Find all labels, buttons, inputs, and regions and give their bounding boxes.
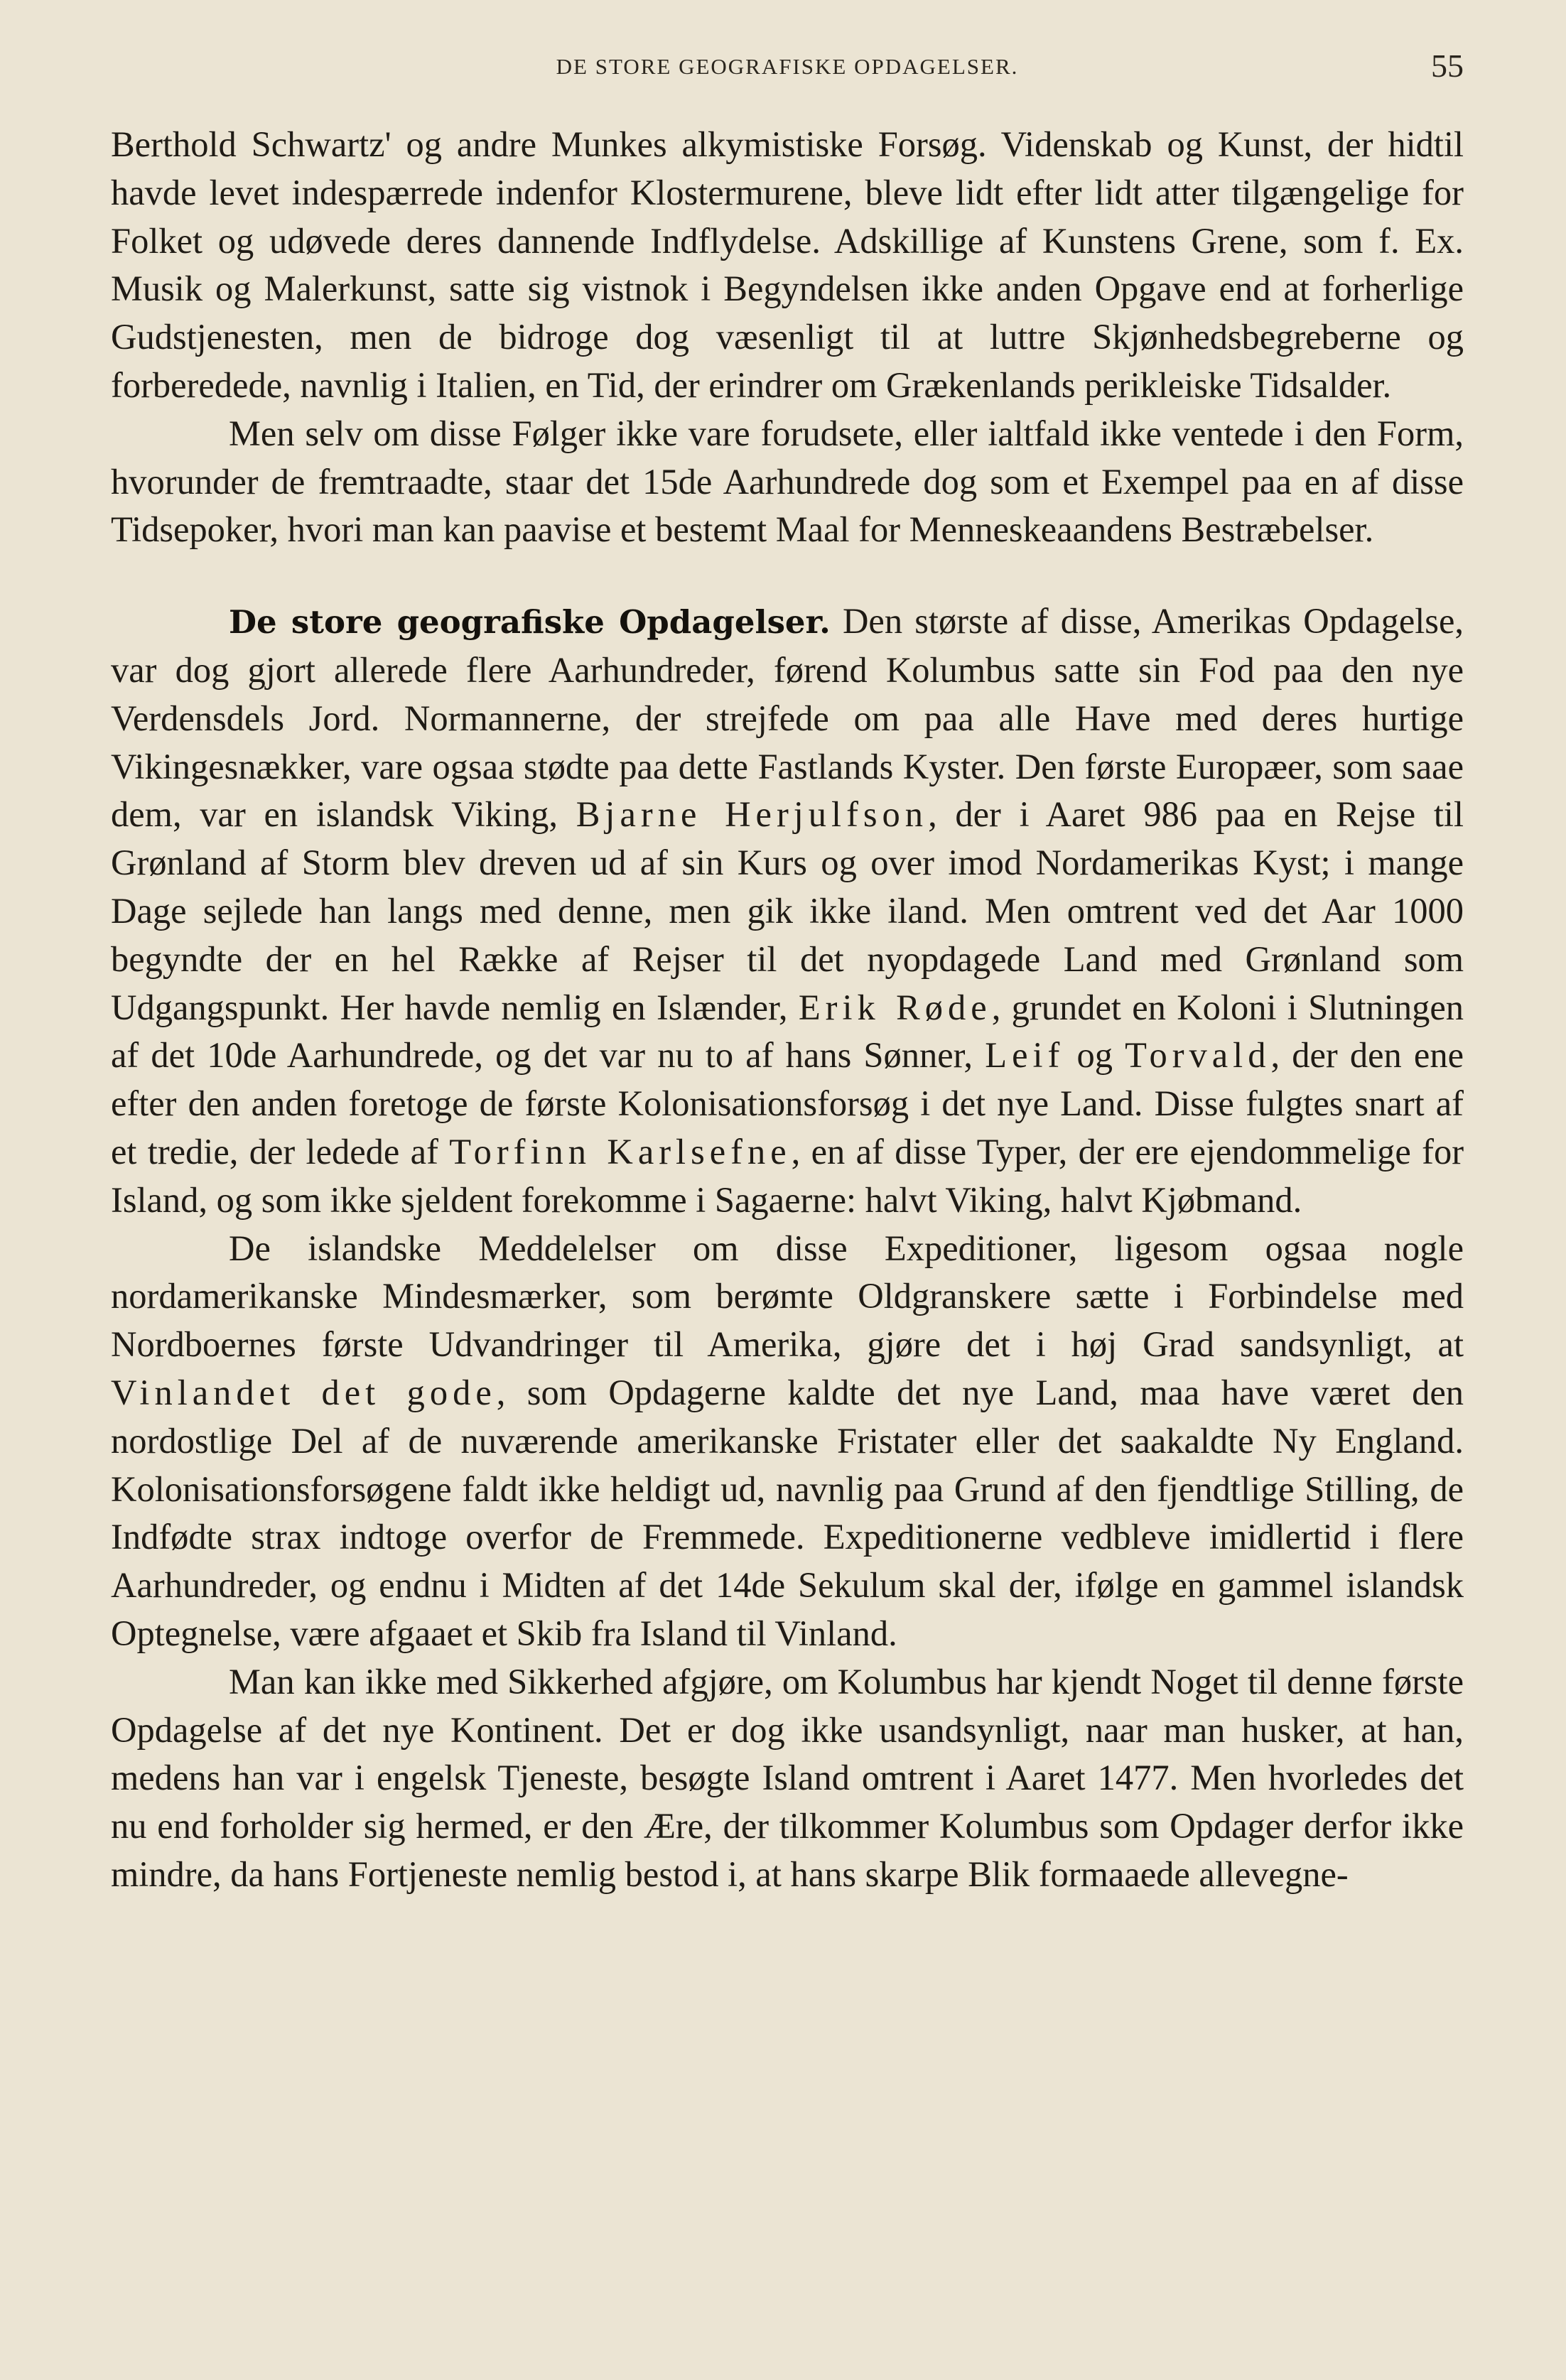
person-name: Leif <box>985 1035 1065 1076</box>
paragraph-text: , der i Aaret 986 paa en Rejse til Grønland af Storm blev dreven ud af sin Kurs og over imod Nordamerikas Kyst; i mange Dage sejlede han langs med denne, men gik ikke iland. Men omtrent ved det Aar 1000 begyndte der en hel Række af Rejser til det nyopdagede Land med Grønland som Udgangspunkt. Her havde nemlig en Islænder, <box>111 794 1464 1027</box>
running-head: DE STORE GEOGRAFISKE OPDAGELSER. <box>556 54 1019 79</box>
place-name: Vinlandet det gode <box>111 1372 497 1412</box>
section-paragraph-opdagelser <box>111 597 1464 1224</box>
paragraph-text: , en af disse Typer, der ere ejendommelige for Island, og som ikke sjeldent forekomme i Sagaerne: halvt Viking, halvt Kjøbmand. <box>111 1131 1464 1220</box>
paragraph-text: , der den ene efter den anden foretoge de første Kolonisationsforsøg i det nye Land. Disse fulgtes snart af et tredie, der ledede af <box>111 1035 1464 1172</box>
page-header <box>111 47 1464 90</box>
paragraph-text: , grundet en Koloni i Slutningen af det 10de Aarhundrede, og det var nu to af hans Sønner, <box>111 987 1464 1076</box>
paragraph-text: , som Opdagerne kaldte det nye Land, maa have været den nordostlige Del af de nuværende amerikanske Fristater eller det saakaldte Ny England. Kolonisationsforsøgene faldt ikke heldigt ud, navnlig paa Grund af den fjendtlige Stilling, de Indfødte strax indtoge overfor de Fremmede. Expeditionerne vedbleve imidlertid i flere Aarhundreder, og endnu i Midten af det 14de Sekulum skal der, ifølge en gammel islandsk Optegnelse, være afgaaet et Skib fra Island til Vinland. <box>111 1372 1464 1653</box>
paragraph: Man kan ikke med Sikkerhed afgjøre, om Kolumbus har kjendt Noget til denne første Opdagelse af det nye Kontinent. Det er dog ikke usandsynligt, naar man husker, at han, medens han var i engelsk Tjeneste, besøgte Island omtrent i Aaret 1477. Men hvorledes det nu end forholder sig hermed, er den Ære, der tilkommer Kolumbus som Opdager derfor ikke mindre, da hans Fortjeneste nemlig bestod i, at hans skarpe Blik formaaede allevegne- <box>111 1661 1464 1894</box>
paragraph-continuation: Berthold Schwartz' og andre Munkes alkymistiske Forsøg. Videnskab og Kunst, der hidtil havde levet indespærrede indenfor Klostermurene, bleve lidt efter lidt atter tilgængelige for Folket og udøvede deres dannende Indflydelse. Adskillige af Kunstens Grene, som f. Ex. Musik og Malerkunst, satte sig vistnok i Begyndelsen ikke anden Opgave end at forherlige Gudstjenesten, men de bidroge dog væsenligt til at luttre Skjønhedsbegreberne og forberedede, navnlig i Italien, en Tid, der erindrer om Grækenlands perikleiske Tidsalder. <box>111 124 1464 405</box>
person-name: Bjarne Herjulfson <box>576 794 929 835</box>
person-name: Torfinn Karlsefne <box>449 1131 792 1172</box>
page-body <box>111 121 1464 1899</box>
person-name: Torvald <box>1125 1035 1271 1076</box>
paragraph-text: og <box>1064 1035 1125 1076</box>
paragraph <box>111 1225 1464 1658</box>
section-title: De store geografiske Opdagelser. <box>229 603 831 642</box>
paragraph-text: De islandske Meddelelser om disse Expeditioner, ligesom ogsaa nogle nordamerikanske Mindesmærker, som berømte Oldgranskere sætte i Forbindelse med Nordboernes første Udvandringer til Amerika, gjøre det i høj Grad sandsynligt, at <box>111 1228 1464 1365</box>
page-number: 55 <box>1431 48 1464 84</box>
paragraph: Men selv om disse Følger ikke vare forudsete, eller ialtfald ikke ventede i den Form, hvorunder de fremtraadte, staar det 15de Aarhundrede dog som et Exempel paa en af disse Tidsepoker, hvori man kan paavise et bestemt Maal for Menneskeaandens Bestræbelser. <box>111 413 1464 550</box>
paragraph-text: Den største af disse, Amerikas Opdagelse, var dog gjort allerede flere Aarhundreder, førend Kolumbus satte sin Fod paa den nye Verdensdels Jord. Normannerne, der strejfede om paa alle Have med deres hurtige Vikingesnækker, vare ogsaa stødte paa dette Fastlands Kyster. Den første Europæer, som saae dem, var en islandsk Viking, <box>111 601 1464 835</box>
person-name: Erik Røde <box>798 987 992 1027</box>
